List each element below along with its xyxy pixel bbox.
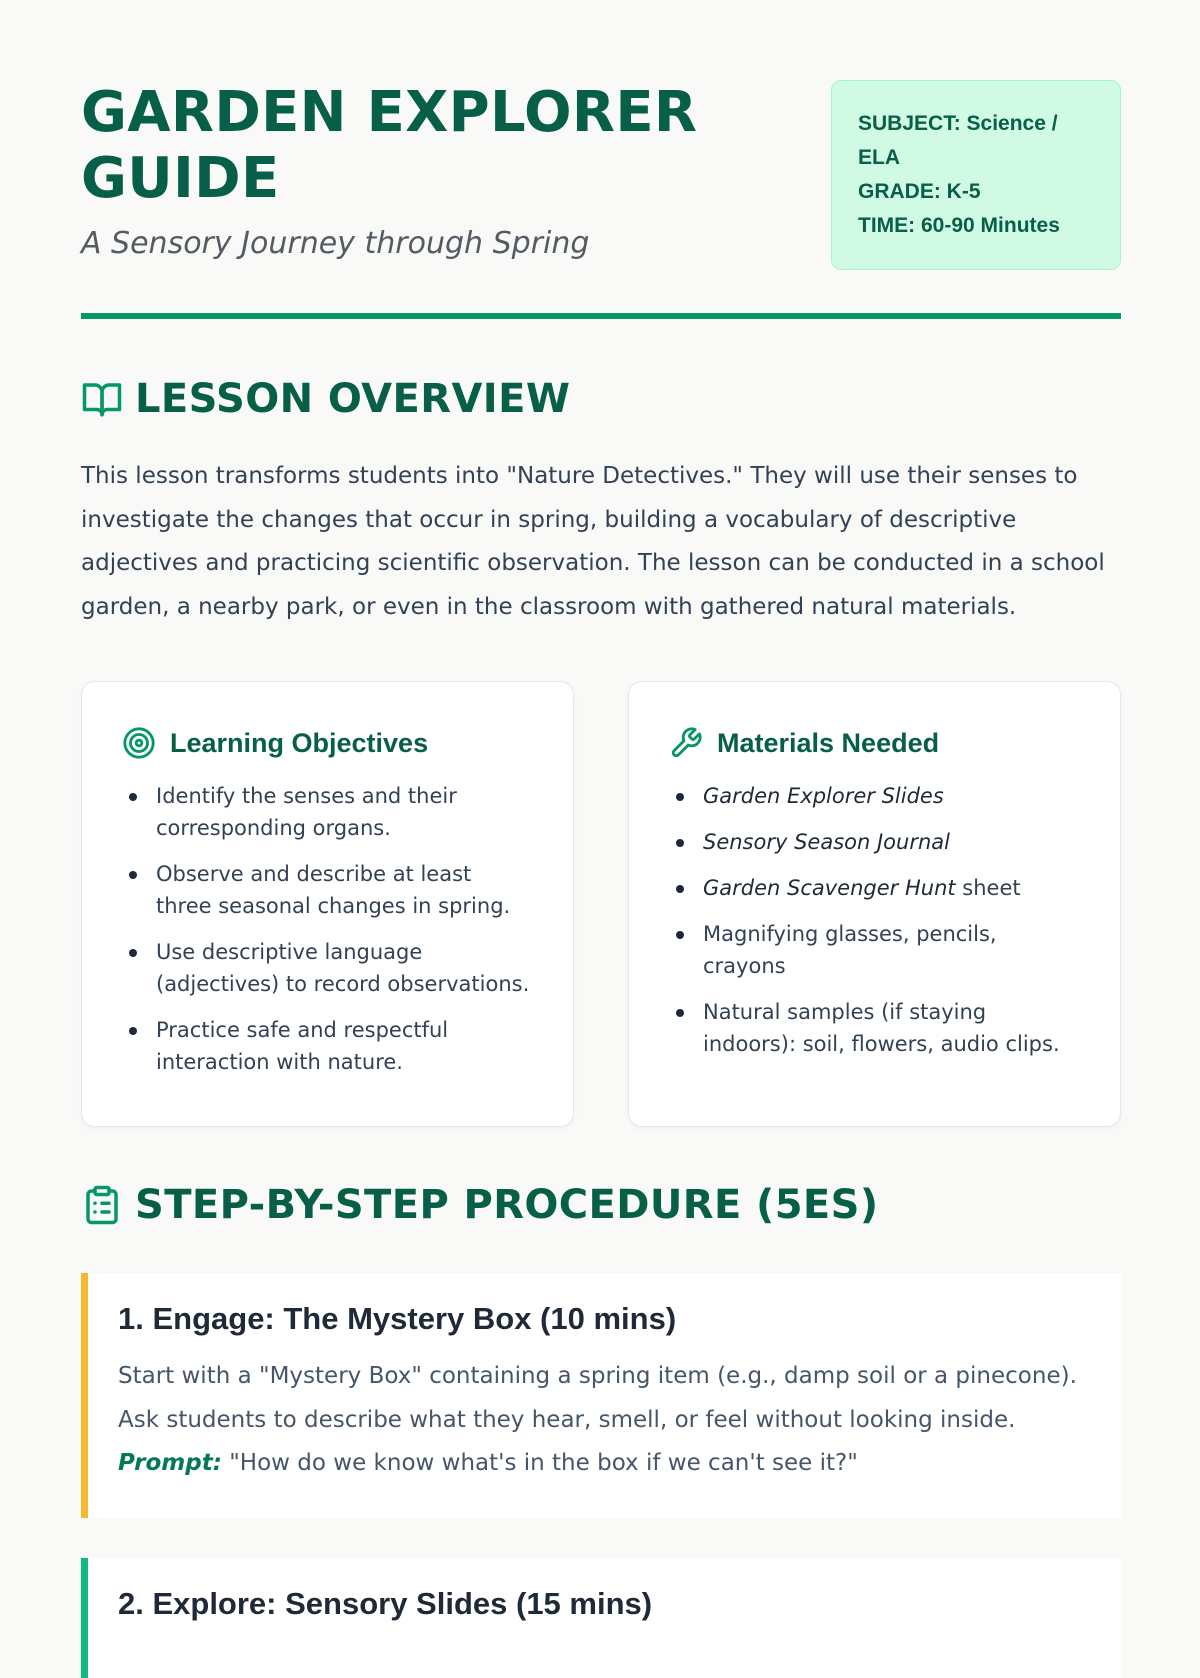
page-header [81, 80, 1121, 280]
material-item: Garden Explorer Slides [669, 780, 1080, 812]
objectives-card [81, 681, 574, 1127]
overview-heading [81, 376, 570, 422]
objectives-list [122, 780, 533, 1078]
wrench-icon [669, 726, 703, 760]
procedure-heading [81, 1182, 879, 1228]
procedure-step-explore [81, 1558, 1121, 1678]
header-divider [81, 313, 1121, 319]
target-icon [122, 726, 156, 760]
objectives-title [122, 726, 533, 760]
objective-item: Practice safe and respectful interaction with nature. [122, 1014, 533, 1078]
prompt-text: "How do we know what's in the box if we can't see it?" [221, 1450, 858, 1476]
procedure-step-engage [81, 1273, 1121, 1518]
objective-item: Observe and describe at least three seasonal changes in spring. [122, 858, 533, 922]
step-title: 1. Engage: The Mystery Box (10 mins) [118, 1301, 677, 1336]
objective-item: Identify the senses and their corresponding organs. [122, 780, 533, 844]
objectives-title-label: Learning Objectives [170, 727, 429, 758]
prompt-label: Prompt: [118, 1450, 222, 1476]
clipboard-icon [81, 1184, 123, 1226]
material-item: Natural samples (if staying indoors): soil, flowers, audio clips. [669, 996, 1080, 1060]
meta-time: TIME: 60-90 Minutes [858, 214, 1060, 237]
material-item: Sensory Season Journal [669, 826, 1080, 858]
materials-title [669, 726, 1080, 760]
meta-grade: GRADE: K-5 [858, 180, 981, 203]
step-title: 2. Explore: Sensory Slides (15 mins) [118, 1586, 653, 1621]
materials-title-label: Materials Needed [717, 727, 940, 758]
page-subtitle: A Sensory Journey through Spring [81, 226, 590, 261]
lesson-meta-box [831, 80, 1121, 270]
page-title: GARDEN EXPLORER GUIDE [81, 80, 698, 211]
overview-paragraph: This lesson transforms students into "Nature Detectives." They will use their senses to investigate the changes that occur in spring, building a vocabulary of descriptive adjectives and practicing scientific observation. The lesson can be conducted in a school garden, a nearby park, or even in the classroom with gathered natural materials. [81, 463, 1105, 620]
book-open-icon [81, 378, 123, 420]
material-item: Magnifying glasses, pencils, crayons [669, 918, 1080, 982]
material-item: Garden Scavenger Hunt sheet [669, 872, 1080, 904]
overview-heading-label: LESSON OVERVIEW [135, 376, 571, 422]
procedure-heading-label: STEP-BY-STEP PROCEDURE (5ES) [135, 1182, 879, 1228]
materials-card [628, 681, 1121, 1127]
meta-subject: SUBJECT: Science / ELA [858, 112, 1058, 169]
step-text: Start with a "Mystery Box" containing a spring item (e.g., damp soil or a pinecone). Ask students to describe what they hear, smell, or feel without looking inside. Prompt: "How do we know what's in the box if we can't see it?" [118, 1363, 1077, 1476]
objective-item: Use descriptive language (adjectives) to record observations. [122, 936, 533, 1000]
materials-list [669, 780, 1080, 1060]
